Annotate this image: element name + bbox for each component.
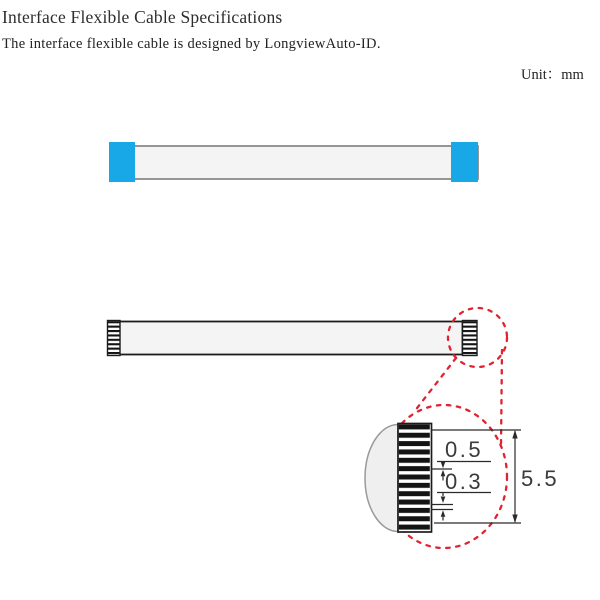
detail-pins [399, 424, 430, 531]
cable-end-bulge [365, 425, 398, 532]
arrow-up-icon [512, 430, 517, 439]
connector-detail-view [365, 424, 559, 533]
page-title: Interface Flexible Cable Specifications [2, 7, 283, 27]
arrow-down-icon [512, 515, 517, 524]
arrow-down-icon [441, 462, 446, 469]
unit-label: Unit：mm [521, 67, 584, 83]
cable-top-body [111, 146, 479, 179]
dimension-pin-width: 0.3 [445, 469, 484, 494]
dimension-pin-pitch: 0.5 [445, 437, 484, 462]
callout-leader-left [414, 358, 456, 412]
contact-comb-left [108, 321, 121, 356]
page-subtitle: The interface flexible cable is designed by LongviewAuto-ID. [2, 36, 381, 52]
cable-side-view [108, 321, 478, 356]
cable-top-view [109, 142, 478, 182]
connector-stiffener-left [109, 142, 135, 182]
connector-stiffener-right [451, 142, 478, 182]
arrow-down-icon [441, 497, 446, 504]
callout-leader-right [501, 350, 502, 446]
cable-side-body [120, 322, 463, 355]
contact-comb-right [463, 321, 478, 356]
dimension-connector-width: 5.5 [521, 466, 560, 491]
